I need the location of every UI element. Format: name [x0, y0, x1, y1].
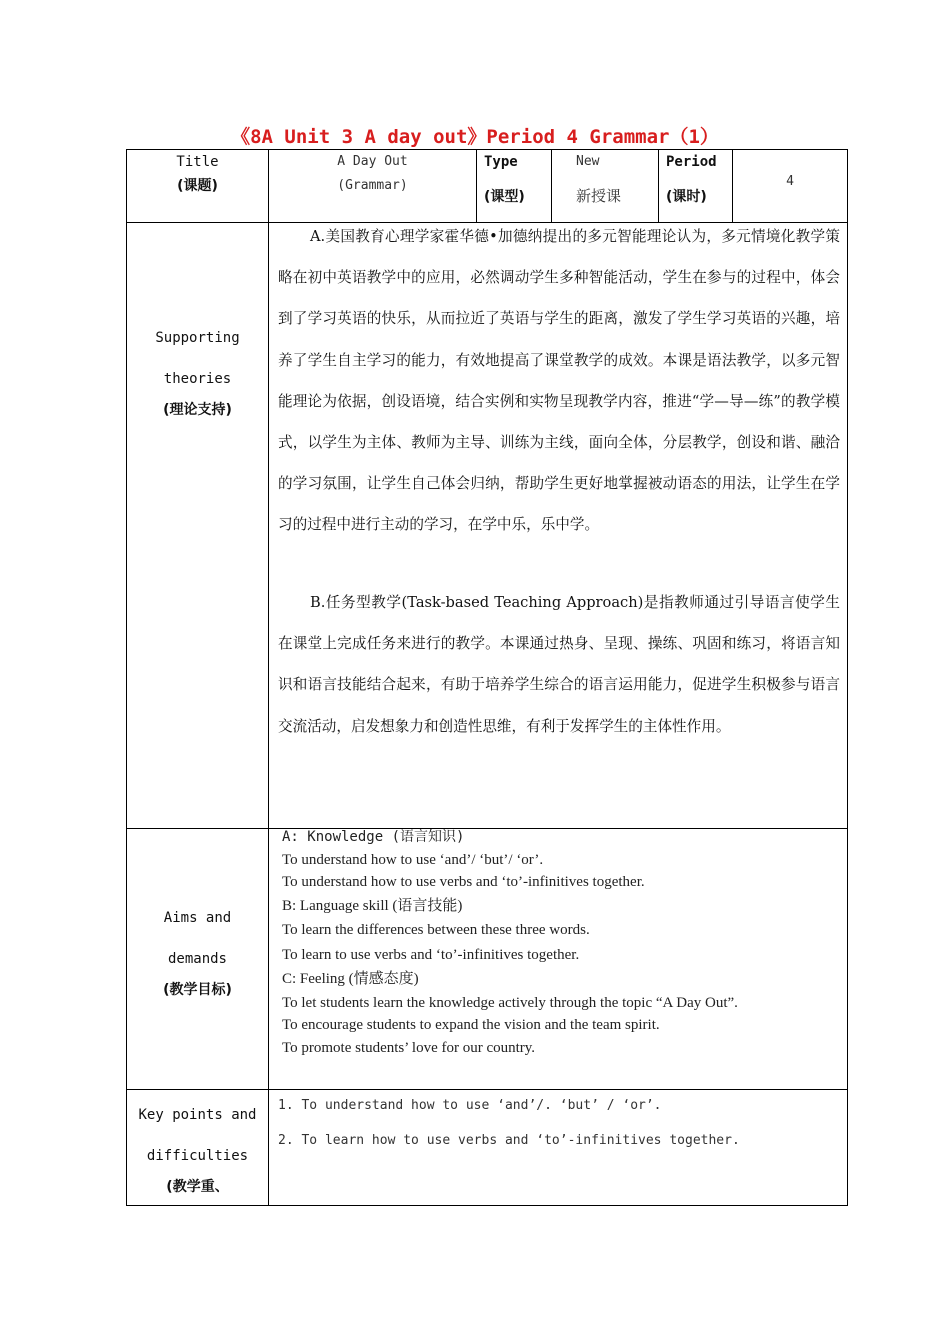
aims-label: Aims and demands (教学目标) [163, 910, 232, 998]
keypoints-label: Key points and difficulties (教学重、 [138, 1107, 257, 1195]
keypoints-list [278, 1088, 838, 1158]
list-item: 1. To understand how to use ‘and’/. ‘but’ / ‘or’. [278, 1098, 662, 1113]
type-label: Type (课型) [484, 154, 525, 205]
title-label: Title (课题) [176, 154, 219, 194]
aims-line: To learn the differences between these three words. [282, 922, 590, 938]
aims-line: To understand how to use verbs and ‘to’-infinitives together. [282, 874, 645, 890]
aims-heading-skill: B: Language skill (语言技能) [282, 897, 463, 914]
aims-line: To let students learn the knowledge actively through the topic “A Day Out”. [282, 994, 738, 1011]
theory-paragraph-a: A.美国教育心理学家霍华德•加德纳提出的多元智能理论认为，多元情境化教学策略在初中英语教学中的应用，必然调动学生多种智能活动，学生在参与的过程中，体会到了学习英语的快乐，从而拉近了英语与学生的距离，激发了学生学习英语的兴趣，培养了学生自主学习的能力，有效地提高了课堂教学的成效。本课是语法教学，以多元智能理论为依据，创设语境，结合实例和实物呈现教学内容，推进“学—导—练”的教学模式，以学生为主体、教师为主导、训练为主线，面向全体，分层教学，创设和谐、融洽的学习氛围，让学生自己体会归纳，帮助学生更好地掌握被动语态的用法，让学生在学习的过程中进行主动的学习，在学中乐，乐中学。 [278, 228, 840, 534]
aims-line: To promote students’ love for our country. [282, 1039, 536, 1056]
title-value: A Day Out (Grammar) [337, 154, 408, 193]
period-value: 4 [786, 174, 794, 189]
aims-line: To understand how to use ‘and’/ ‘but’/ ‘or’. [282, 851, 544, 868]
theories-label: Supporting theories (理论支持) [155, 330, 240, 418]
period-label: Period (课时) [666, 154, 717, 205]
aims-line: To learn to use verbs and ‘to’-infinitives together. [282, 946, 580, 963]
type-value: New 新授课 [576, 154, 622, 205]
aims-heading-feeling: C: Feeling (情感态度) [282, 971, 419, 987]
aims-line: To encourage students to expand the vision and the team spirit. [282, 1017, 660, 1033]
document-title: 《8A Unit 3 A day out》Period 4 Grammar（1） [231, 126, 719, 148]
aims-content [282, 826, 842, 1059]
aims-heading-knowledge: A: Knowledge (语言知识) [282, 829, 465, 845]
theory-paragraph-b: B.任务型教学(Task-based Teaching Approach)是指教师通过引导语言使学生在课堂上完成任务来进行的教学。本课通过热身、呈现、操练、巩固和练习，将语言知识和语言技能结合起来，有助于培养学生综合的语言运用能力，促进学生积极参与语言交流活动，启发想象力和创造性思维，有利于发挥学生的主体性作用。 [278, 594, 840, 735]
list-item: 2. To learn how to use verbs and ‘to’-infinitives together. [278, 1133, 740, 1148]
